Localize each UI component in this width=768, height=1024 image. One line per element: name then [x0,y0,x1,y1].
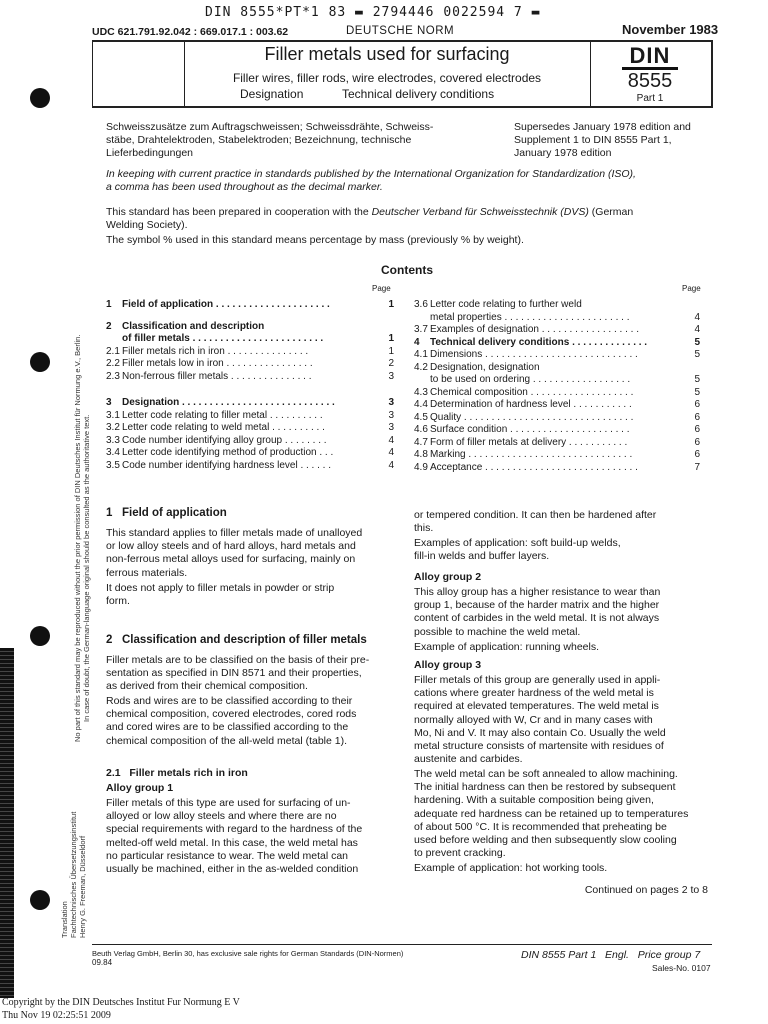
section-1-paragraph-2: It does not apply to filler metals in powder or strip form. [106,582,335,608]
right-entry-number: 4.9 [414,461,428,473]
footer-rule [92,944,712,945]
right-entry-page: 4 [694,324,700,335]
section-2-1-number: 2.1 [106,767,121,779]
left-entry-number: 2.2 [106,358,120,369]
left-entry-title: Filler metals low in iron . . . . . . . . . . . . . . . . [122,358,313,369]
right-entry-title: Surface condition . . . . . . . . . . . . . . . . . . . . . . [430,424,630,435]
document-title: Filler metals used for surfacing [264,44,510,64]
contents-heading: Contents [381,263,433,277]
right-entry-number: 4.8 [414,449,428,460]
prepared-org: Deutscher Verband für Schweisstechnik (DVS) [371,206,589,218]
timestamp-line: Thu Nov 19 02:25:51 2009 [2,1010,111,1021]
alloy-group-2-heading: Alloy group 2 [414,571,482,583]
title-box-divider-right [590,40,591,108]
section-2-1-heading [106,767,248,779]
right-entry-title: Examples of designation . . . . . . . . . . . . . . . . . . [430,324,639,335]
punch-hole-top [30,88,50,108]
title-box-right [711,40,713,108]
left-entry-title: Field of application . . . . . . . . . . . . . . . . . . . . . [122,299,330,310]
section-2-heading [106,634,367,646]
document-subtitle-designation: Designation [240,87,304,101]
section-1-paragraph-1: This standard applies to filler metals made of unalloyed or low alloy steels and of hard alloys, hard metals and non-ferrous metal alloys used for surfacing, mainly on ferrous materials. [106,527,363,579]
section-2-title: Classification and description of filler metals [122,634,367,646]
left-entry-number: 3.4 [106,447,120,458]
contents-page-label-right: Page [682,284,701,293]
left-entry-title: Classification and description [122,320,265,332]
right-entry-page: 7 [694,461,700,473]
right-entry-page: 5 [694,374,700,385]
deutsche-norm-label: DEUTSCHE NORM [346,25,455,37]
right-entry-page: 6 [694,399,700,410]
translation-note-line-2: Fachtechnisches Übersetzungsinstitut [69,811,78,938]
right-entry-page: 5 [694,349,700,360]
right-entry-page: 5 [694,336,700,348]
left-entry-page: 1 [388,333,394,344]
right-entry-title: metal properties . . . . . . . . . . . . . . . . . . . . . . . [430,311,630,323]
document-subtitle: Filler wires, filler rods, wire electrodes, covered electrodes [232,71,542,85]
left-entry-page: 4 [388,447,394,458]
right-entry-title: Chemical composition . . . . . . . . . . . . . . . . . . . [430,386,634,398]
punch-hole-bottom [30,890,50,910]
left-entry-title: of filler metals . . . . . . . . . . . . . . . . . . . . . . . . [122,333,324,344]
translation-note-line-3: Henry G. Freeman, Düsseldorf [78,835,87,938]
left-entry-title: Filler metals rich in iron . . . . . . . . . . . . . . . [122,345,309,357]
right-entry-title: Dimensions . . . . . . . . . . . . . . . . . . . . . . . . . . . . [430,349,638,360]
right-entry-title: Technical delivery conditions . . . . . . . . . . . . . . [430,336,648,348]
right-entry-page: 6 [694,411,700,423]
left-entry-page: 2 [388,358,394,369]
section-2-number: 2 [106,634,113,646]
prepared-note [106,206,716,232]
left-entry-page: 4 [388,434,394,446]
alloy-group-2-text: This alloy group has a higher resistance to wear than group 1, because of the harder matrix and the higher content of carbides in the weld metal. It is not always possible to machine the weld metal. [414,586,661,638]
right-entry-title: Acceptance . . . . . . . . . . . . . . . . . . . . . . . . . . . . [430,461,638,473]
alloy-group-1-examples: Examples of application: soft build-up welds, fill-in welds and buffer layers. [414,537,621,563]
contents-page-label-left: Page [372,284,391,293]
right-entry-number: 3.6 [414,299,428,310]
section-1-number: 1 [106,507,113,519]
section-1-heading [106,507,227,519]
section-2-1-title: Filler metals rich in iron [129,767,248,779]
alloy-group-3-heading: Alloy group 3 [414,659,482,671]
left-entry-number: 3.5 [106,459,120,471]
right-entry-number: 4.2 [414,361,428,373]
left-entry-title: Designation . . . . . . . . . . . . . . . . . . . . . . . . . . . . [122,397,335,408]
prepared-pre: This standard has been prepared in cooperation with the [106,206,372,218]
left-entry-page: 3 [388,422,394,433]
copyright-line: Copyright by the DIN Deutsches Institut Fur Normung E V [2,997,240,1008]
alloy-group-3-text: Filler metals of this group are generally used in appli- cations where greater hardness of the weld metal is required at elevated temperatures. The weld metal is normally alloyed with W, Cr and in many cases with Mo, Ni and V. It may also contain Co. Usually the weld metal structure consists of martensite with residues of austenite and carbides. [414,674,666,766]
punch-hole-middle [30,626,50,646]
right-entry-page: 6 [694,436,700,448]
alloy-group-3-example: Example of application: hot working tools. [414,862,608,874]
left-entry-page: 1 [388,345,394,357]
right-entry-page: 6 [694,449,700,460]
alloy-group-1-text: Filler metals of this type are used for surfacing of un- alloyed or low alloy steels and where there are no special requirements with regard to the hardness of the melted-off weld metal. In this case, the weld metal has no particular resistance to wear. The weld metal can usually be machined, either in the as-welded condition [106,797,363,876]
left-entry-title: Code number identifying hardness level . . . . . . [122,459,331,471]
left-entry-page: 4 [388,459,394,471]
scan-edge-bar [0,648,14,998]
left-entry-number: 3.3 [106,434,120,446]
left-entry-page: 1 [388,299,394,310]
right-entry-number: 4 [414,336,420,348]
right-entry-title: Quality . . . . . . . . . . . . . . . . . . . . . . . . . . . . . . . [430,411,634,423]
alloy-group-1-continued: or tempered condition. It can then be hardened after this. [414,509,657,535]
right-entry-title: to be used on ordering . . . . . . . . . . . . . . . . . . [430,374,631,385]
document-subtitle-delivery: Technical delivery conditions [342,87,495,101]
left-entry-title: Code number identifying alloy group . . . . . . . . [122,434,327,446]
udc-code: UDC 621.791.92.042 : 669.017.1 : 003.62 [92,26,289,38]
title-box-left [92,40,93,108]
left-entry-number: 3.1 [106,409,120,421]
footer-code: 09.84 [92,958,113,967]
left-entry-number: 2.3 [106,370,120,382]
iso-decimal-note: In keeping with current practice in standards published by the International Organization for Standardization (ISO), a comma has been used throughout as the decimal marker. [106,168,636,193]
right-entry-page: 4 [694,311,700,323]
punch-hole-upper [30,352,50,372]
right-entry-page: 6 [694,424,700,435]
title-box-bottom [92,106,712,108]
right-entry-number: 3.7 [414,324,428,335]
right-entry-title: Determination of hardness level . . . . . . . . . . . [430,399,632,410]
left-entry-title: Letter code identifying method of production . . . [122,447,334,458]
left-entry-title: Letter code relating to filler metal . . . . . . . . . . [122,409,323,421]
right-entry-page: 5 [694,386,700,398]
left-entry-title: Letter code relating to weld metal . . . . . . . . . . [122,422,325,433]
footer-din-reference: DIN 8555 Part 1 Engl. Price group 7 [521,949,701,961]
left-entry-number: 2.1 [106,345,120,357]
din-number: 8555 [627,70,673,92]
section-1-title: Field of application [122,507,227,519]
right-entry-number: 4.6 [414,424,428,435]
continued-note: Continued on pages 2 to 8 [584,884,708,896]
right-entry-title: Marking . . . . . . . . . . . . . . . . . . . . . . . . . . . . . . [430,449,633,460]
section-2-paragraph-1: Filler metals are to be classified on the basis of their pre- sentation as specified in DIN 8571 and their properties, as derived from their chemical composition. [106,654,370,693]
right-entry-title: Designation, designation [430,361,540,373]
alloy-group-1-heading: Alloy group 1 [106,782,174,794]
left-entry-page: 3 [388,397,394,408]
left-entry-number: 3.2 [106,422,120,433]
din-part: Part 1 [636,93,664,104]
din-logo: DIN [622,45,678,70]
left-entry-page: 3 [388,409,394,421]
translation-note-line-1: Translation [60,901,69,938]
right-entry-number: 4.5 [414,411,428,423]
right-entry-number: 4.7 [414,436,428,448]
supersedes-note: Supersedes January 1978 edition and Supplement 1 to DIN 8555 Part 1, January 1978 edition [514,121,691,159]
footer-publisher: Beuth Verlag GmbH, Berlin 30, has exclusive sale rights for German Standards (DIN-Normen) [92,949,404,958]
right-entry-number: 4.4 [414,399,428,410]
document-code: DIN 8555*PT*1 83 ▬ 2794446 0022594 7 ▬ [205,5,541,20]
title-box-top [92,40,712,42]
symbol-note: The symbol % used in this standard means percentage by mass (previously % by weight). [106,234,524,246]
publication-date: November 1983 [622,22,719,37]
reproduction-notice-line-1: No part of this standard may be reproduced without the prior permission of DIN Deutsches Institut für Normung e.V., Berlin. [73,334,82,742]
left-entry-page: 3 [388,370,394,382]
section-2-paragraph-2: Rods and wires are to be classified according to their chemical composition, covered electrodes, cored rods and cored wires are to be classified according to the chemical composition of the all-weld metal (table 1). [106,695,357,747]
right-entry-title: Form of filler metals at delivery . . . . . . . . . . . [430,436,628,448]
right-entry-number: 4.3 [414,386,428,398]
reproduction-notice [73,335,91,742]
soft-annealing-paragraph: The weld metal can be soft annealed to allow machining. The initial hardness can then be restored by subsequent hardening. With a suitable composition being given, adequate red hardness can be retained up to temperatures of about 500 °C. It is recommended that preheating be used before welding and then subsequently slow cooling to prevent cracking. [414,768,689,860]
alloy-group-2-example: Example of application: running wheels. [414,641,600,653]
prepared-post: (German Welding Society). [106,206,634,231]
right-entry-number: 4.1 [414,349,428,360]
reproduction-notice-line-2: In case of doubt, the German-language original should be consulted as the authoritative text. [82,414,91,722]
left-entry-number: 2 [106,320,112,332]
left-entry-number: 1 [106,299,112,310]
footer-sales-number: Sales-No. 0107 [652,963,711,973]
left-entry-title: Non-ferrous filler metals . . . . . . . . . . . . . . . [122,370,312,382]
translation-note [60,812,87,938]
title-box-divider-left [184,40,185,108]
german-title: Schweisszusätze zum Auftragschweissen; Schweissdrähte, Schweiss- stäbe, Drahtelektroden, Stabelektroden; Bezeichnung, technische Lieferbedingungen [106,121,434,159]
right-entry-title: Letter code relating to further weld [430,299,582,310]
left-entry-number: 3 [106,397,112,408]
